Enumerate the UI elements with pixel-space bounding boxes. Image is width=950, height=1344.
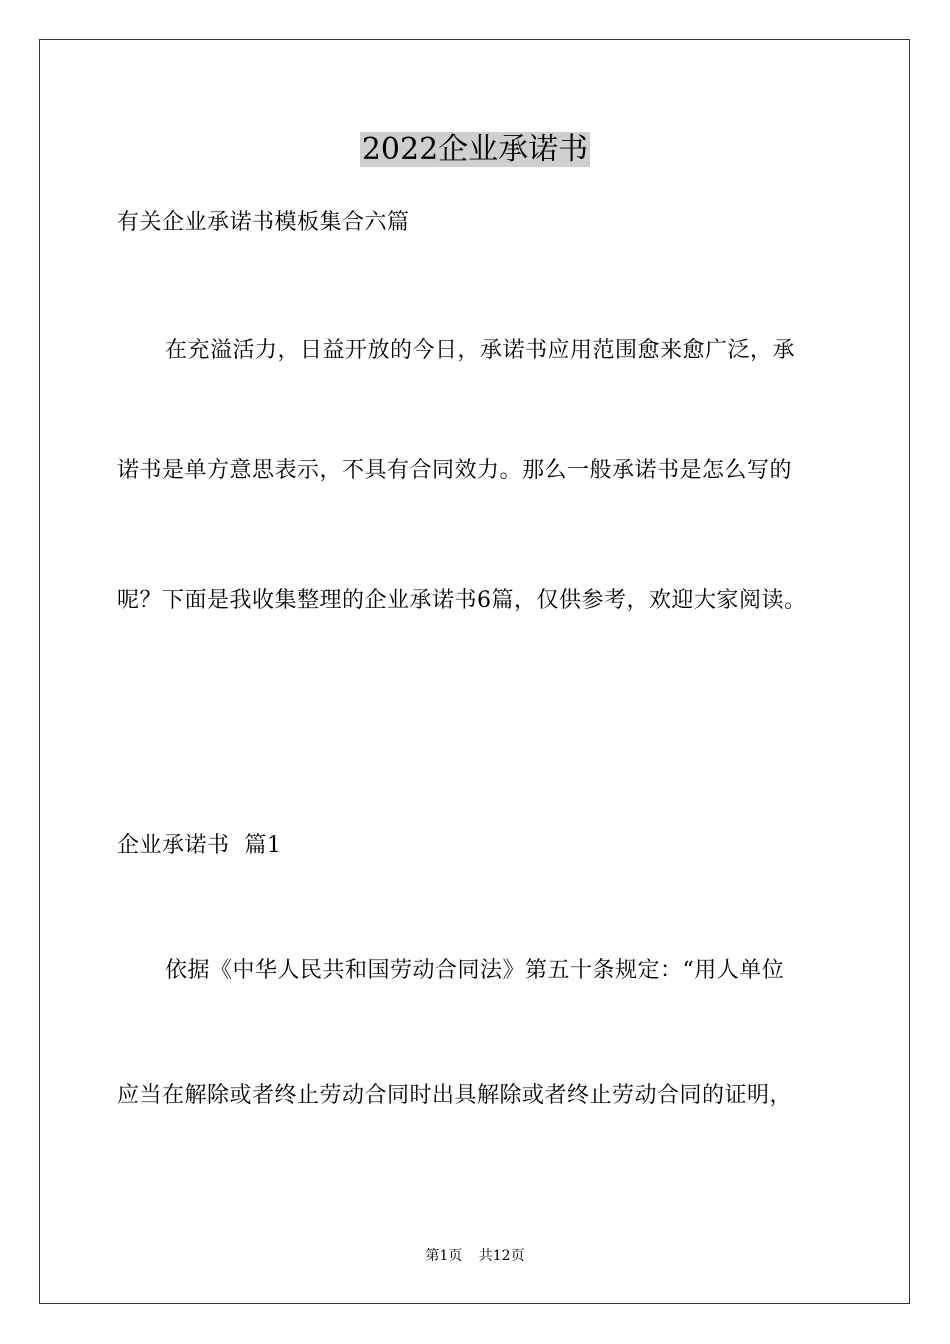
page-footer — [0, 1246, 950, 1266]
document-title-text: 2022企业承诺书 — [361, 132, 589, 167]
document-subtitle: 有关企业承诺书模板集合六篇 — [117, 210, 410, 235]
intro-line-2: 诺书是单方意思表示，不具有合同效力。那么一般承诺书是怎么写的 — [117, 458, 793, 483]
document-title — [0, 128, 950, 172]
section-line-1: 依据《中华人民共和国劳动合同法》第五十条规定：“用人单位 — [165, 958, 785, 983]
intro-line-3: 呢？下面是我收集整理的企业承诺书6篇，仅供参考，欢迎大家阅读。 — [117, 588, 807, 613]
section-line-2: 应当在解除或者终止劳动合同时出具解除或者终止劳动合同的证明， — [117, 1083, 793, 1108]
intro-line-1: 在充溢活力，日益开放的今日，承诺书应用范围愈来愈广泛，承 — [165, 338, 796, 363]
section-heading: 企业承诺书 篇1 — [117, 833, 282, 858]
page-total: 共12页 — [478, 1248, 525, 1264]
page-number: 第1页 — [425, 1248, 463, 1264]
